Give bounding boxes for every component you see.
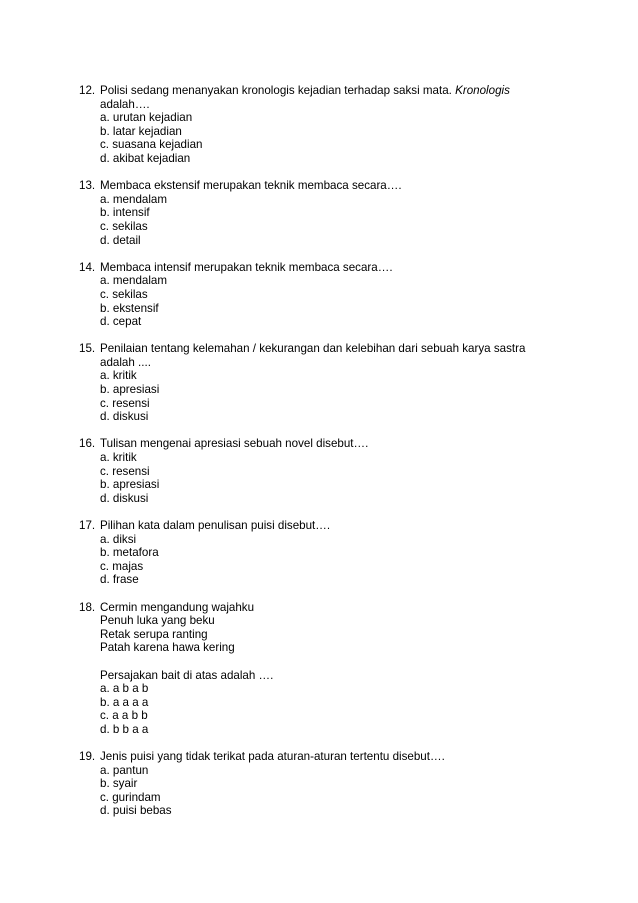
question-number: 14. (79, 260, 96, 274)
answer-option: a. urutan kejadian (100, 111, 193, 125)
answer-option: c. a a b b (100, 709, 148, 723)
question-16 (0, 437, 638, 505)
question-stem-text: Polisi sedang menanyakan kronologis kejadian terhadap saksi mata. (100, 84, 456, 97)
question-number: 18. (79, 600, 96, 614)
poem-line: Patah karena hawa kering (100, 641, 235, 655)
poem-line: Retak serupa ranting (100, 627, 208, 641)
answer-option: b. intensif (100, 206, 150, 220)
answer-option: d. detail (100, 233, 141, 247)
poem-line: Cermin mengandung wajahku (100, 600, 255, 614)
question-number: 16. (79, 437, 96, 451)
answer-option: b. ekstensif (100, 301, 159, 315)
answer-option: b. syair (100, 777, 138, 791)
question-stem (100, 84, 540, 98)
question-stem: Membaca intensif merupakan teknik membaca secara…. (100, 260, 393, 274)
answer-option: d. diskusi (100, 410, 149, 424)
question-number: 12. (79, 84, 96, 97)
answer-option: a. a b a b (100, 682, 149, 696)
question-number: 17. (79, 519, 96, 532)
question-13 (0, 179, 638, 247)
answer-option: c. suasana kejadian (100, 138, 203, 152)
answer-option: c. sekilas (100, 219, 148, 233)
question-stem: Tulisan mengenai apresiasi sebuah novel disebut…. (100, 437, 369, 451)
question-body (100, 437, 540, 505)
answer-option: c. sekilas (100, 287, 148, 301)
answer-option: b. metafora (100, 546, 159, 560)
stanza-gap (100, 655, 540, 669)
question-stem-italic-term: Kronologis (455, 84, 510, 97)
question-14 (0, 261, 638, 329)
question-stem: Penilaian tentang kelemahan / kekurangan dan kelebihan dari sebuah karya sastra (100, 342, 526, 356)
poem-line: Penuh luka yang beku (100, 614, 215, 628)
question-body (100, 84, 540, 166)
answer-option: c. resensi (100, 396, 150, 410)
answer-option: a. kritik (100, 369, 137, 383)
question-body (100, 179, 540, 247)
answer-option: d. akibat kejadian (100, 151, 191, 165)
question-17 (0, 519, 638, 587)
question-stem: Jenis puisi yang tidak terikat pada aturan-aturan tertentu disebut…. (100, 750, 445, 764)
answer-option: c. resensi (100, 464, 150, 478)
question-stem: Persajakan bait di atas adalah …. (100, 668, 274, 682)
question-15 (0, 342, 638, 424)
question-number: 19. (79, 750, 96, 764)
question-number: 13. (79, 179, 96, 193)
question-body (100, 601, 540, 737)
question-body (100, 750, 540, 818)
question-body (100, 261, 540, 329)
answer-option: d. cepat (100, 315, 142, 329)
question-number: 15. (79, 342, 96, 356)
answer-option: a. diksi (100, 532, 137, 546)
answer-option: a. mendalam (100, 192, 168, 206)
question-stem-continuation: adalah…. (100, 97, 150, 111)
answer-option: b. apresiasi (100, 383, 160, 397)
worksheet-page (0, 84, 638, 832)
answer-option: b. apresiasi (100, 478, 160, 492)
question-body (100, 342, 540, 424)
answer-option: d. frase (100, 573, 139, 587)
answer-option: b. a a a a (100, 695, 149, 709)
answer-option: b. latar kejadian (100, 124, 182, 138)
question-stem-continuation: adalah .... (100, 355, 151, 369)
answer-option: d. diskusi (100, 491, 149, 505)
question-18 (0, 601, 638, 737)
answer-option: d. b b a a (100, 722, 149, 736)
question-12 (0, 84, 638, 166)
answer-option: c. majas (100, 559, 144, 573)
answer-option: c. gurindam (100, 790, 161, 804)
question-19 (0, 750, 638, 818)
answer-option: a. pantun (100, 763, 149, 777)
question-stem: Pilihan kata dalam penulisan puisi disebut…. (100, 519, 331, 532)
question-body (100, 519, 540, 587)
answer-option: a. kritik (100, 451, 137, 465)
answer-option: a. mendalam (100, 274, 168, 288)
question-stem: Membaca ekstensif merupakan teknik membaca secara…. (100, 179, 402, 193)
answer-option: d. puisi bebas (100, 804, 172, 818)
